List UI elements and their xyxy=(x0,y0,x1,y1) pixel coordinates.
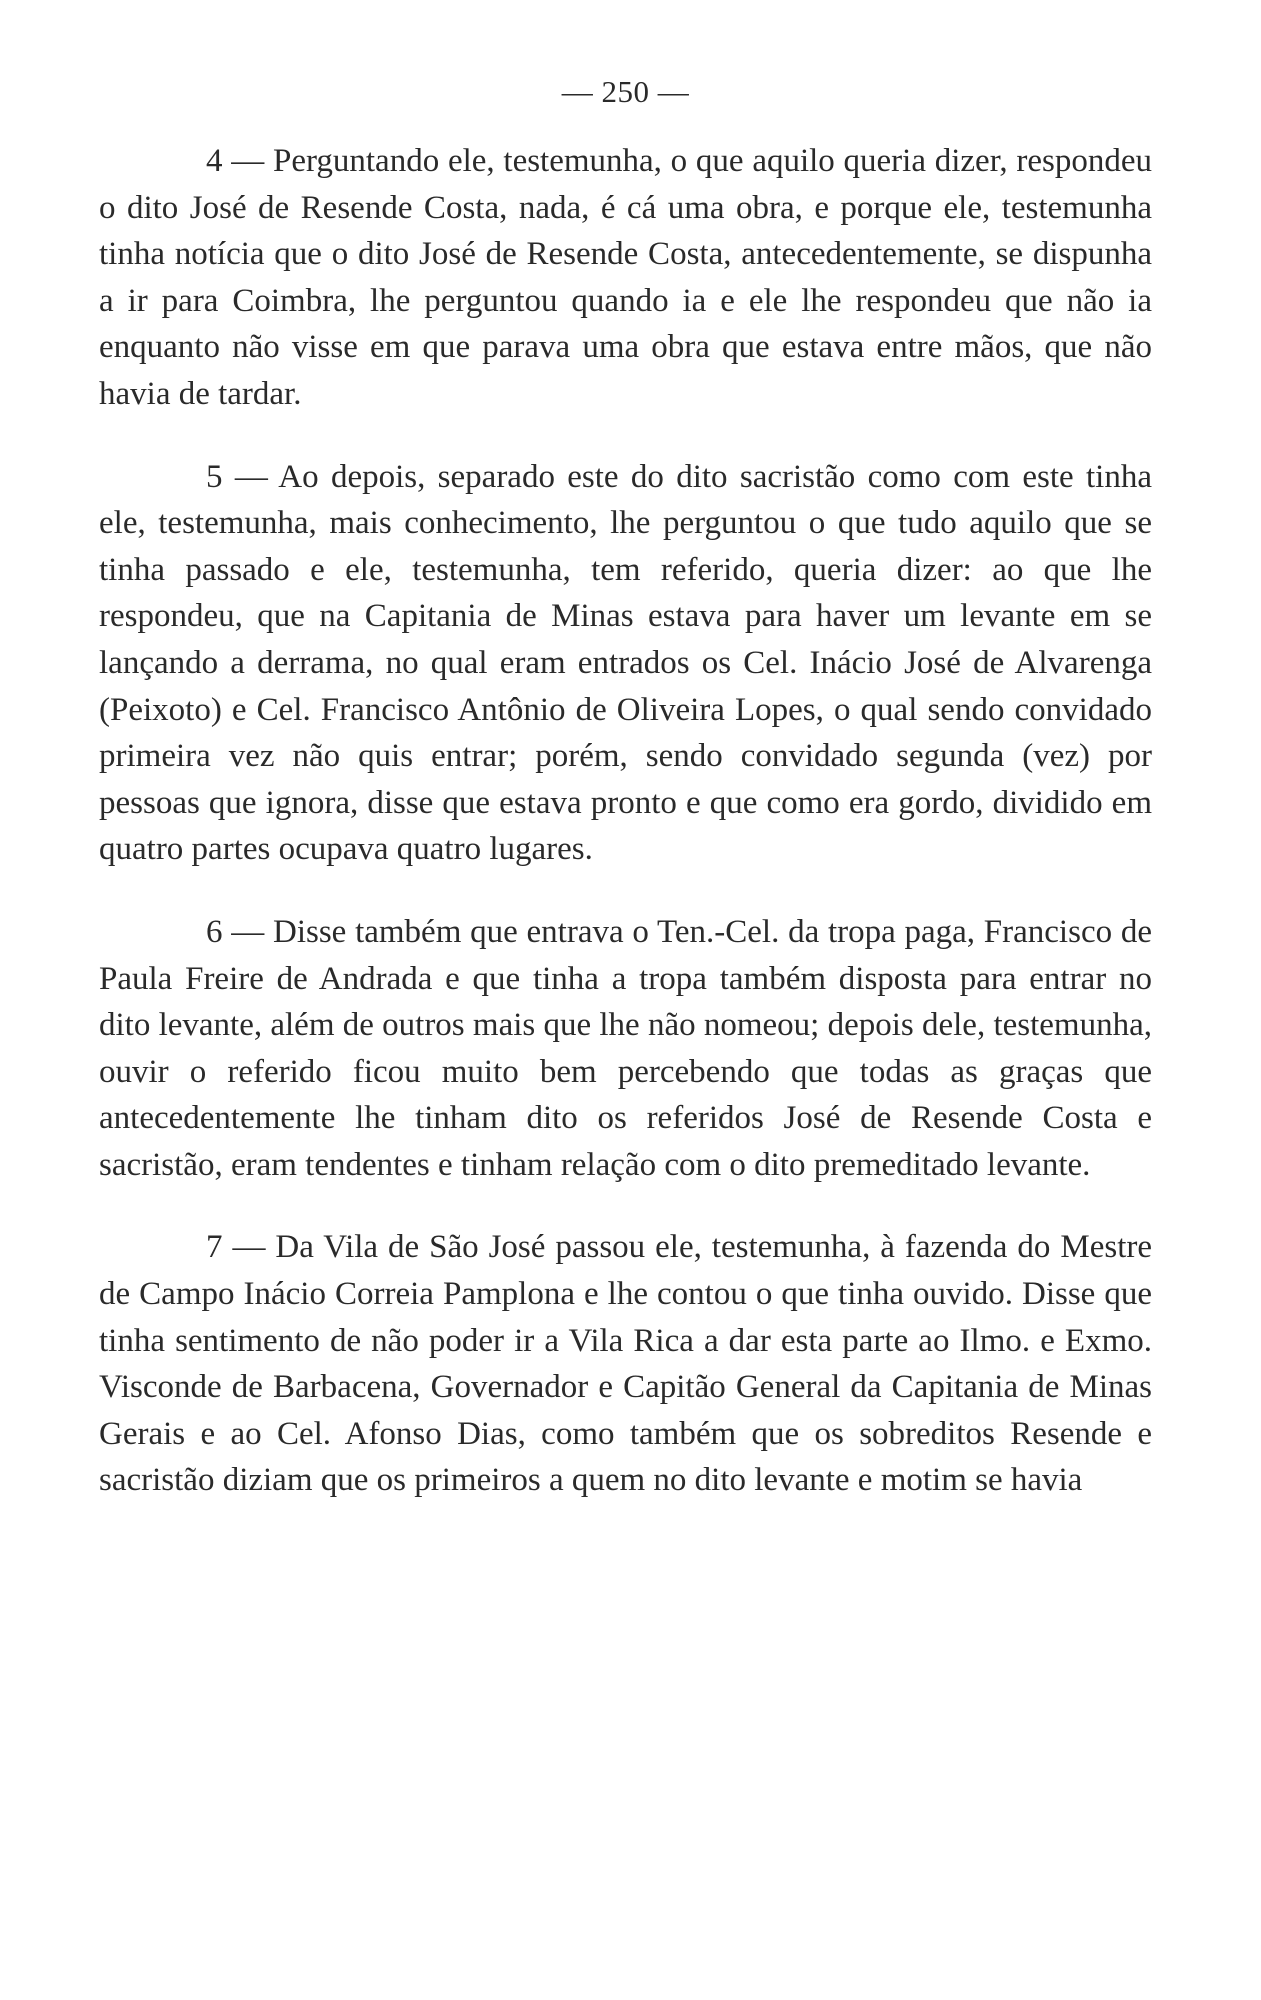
paragraph-6: 6 — Disse também que entrava o Ten.-Cel. da tropa paga, Francisco de Paula Freire de Andrada e que tinha a tropa também disposta para entrar no dito levante, além de outros mais que lhe não nomeou; depois dele, testemunha, ouvir o referido ficou muito bem percebendo que todas as graças que antecedentemente lhe tinham dito os referidos José de Resende Costa e sacristão, eram tendentes e tinham relação com o dito premeditado levante. xyxy=(99,913,1152,1183)
document-page xyxy=(99,70,1152,1504)
paragraph-7: 7 — Da Vila de São José passou ele, testemunha, à fazenda do Mestre de Campo Inácio Correia Pamplona e lhe contou o que tinha ouvido. Disse que tinha sentimento de não poder ir a Vila Rica a dar esta parte ao Ilmo. e Exmo. Visconde de Barbacena, Governador e Capitão General da Capitania de Minas Gerais e ao Cel. Afonso Dias, como também que os sobreditos Resende e sacristão diziam que os primeiros a quem no dito levante e motim se havia xyxy=(99,1229,1152,1499)
page-number: — 250 — xyxy=(561,74,690,109)
paragraph-5: 5 — Ao depois, separado este do dito sacristão como com este tinha ele, testemunha, mais conhecimento, lhe perguntou o que tudo aquilo que se tinha passado e ele, testemunha, tem referido, queria dizer: ao que lhe respondeu, que na Capitania de Minas estava para haver um levante em se lançando a derrama, no qual eram entrados os Cel. Inácio José de Alvarenga (Peixoto) e Cel. Francisco Antônio de Oliveira Lopes, o qual sendo convidado primeira vez não quis entrar; porém, sendo convidado segunda (vez) por pessoas que ignora, disse que estava pronto e que como era gordo, dividido em quatro partes ocupava quatro lugares. xyxy=(99,458,1152,868)
paragraph-4: 4 — Perguntando ele, testemunha, o que aquilo queria dizer, respondeu o dito José de Resende Costa, nada, é cá uma obra, e porque ele, testemunha tinha notícia que o dito José de Resende Costa, antecedentemente, se dispunha a ir para Coimbra, lhe perguntou quando ia e ele lhe respondeu que não ia enquanto não visse em que parava uma obra que estava entre mãos, que não havia de tardar. xyxy=(99,143,1152,412)
